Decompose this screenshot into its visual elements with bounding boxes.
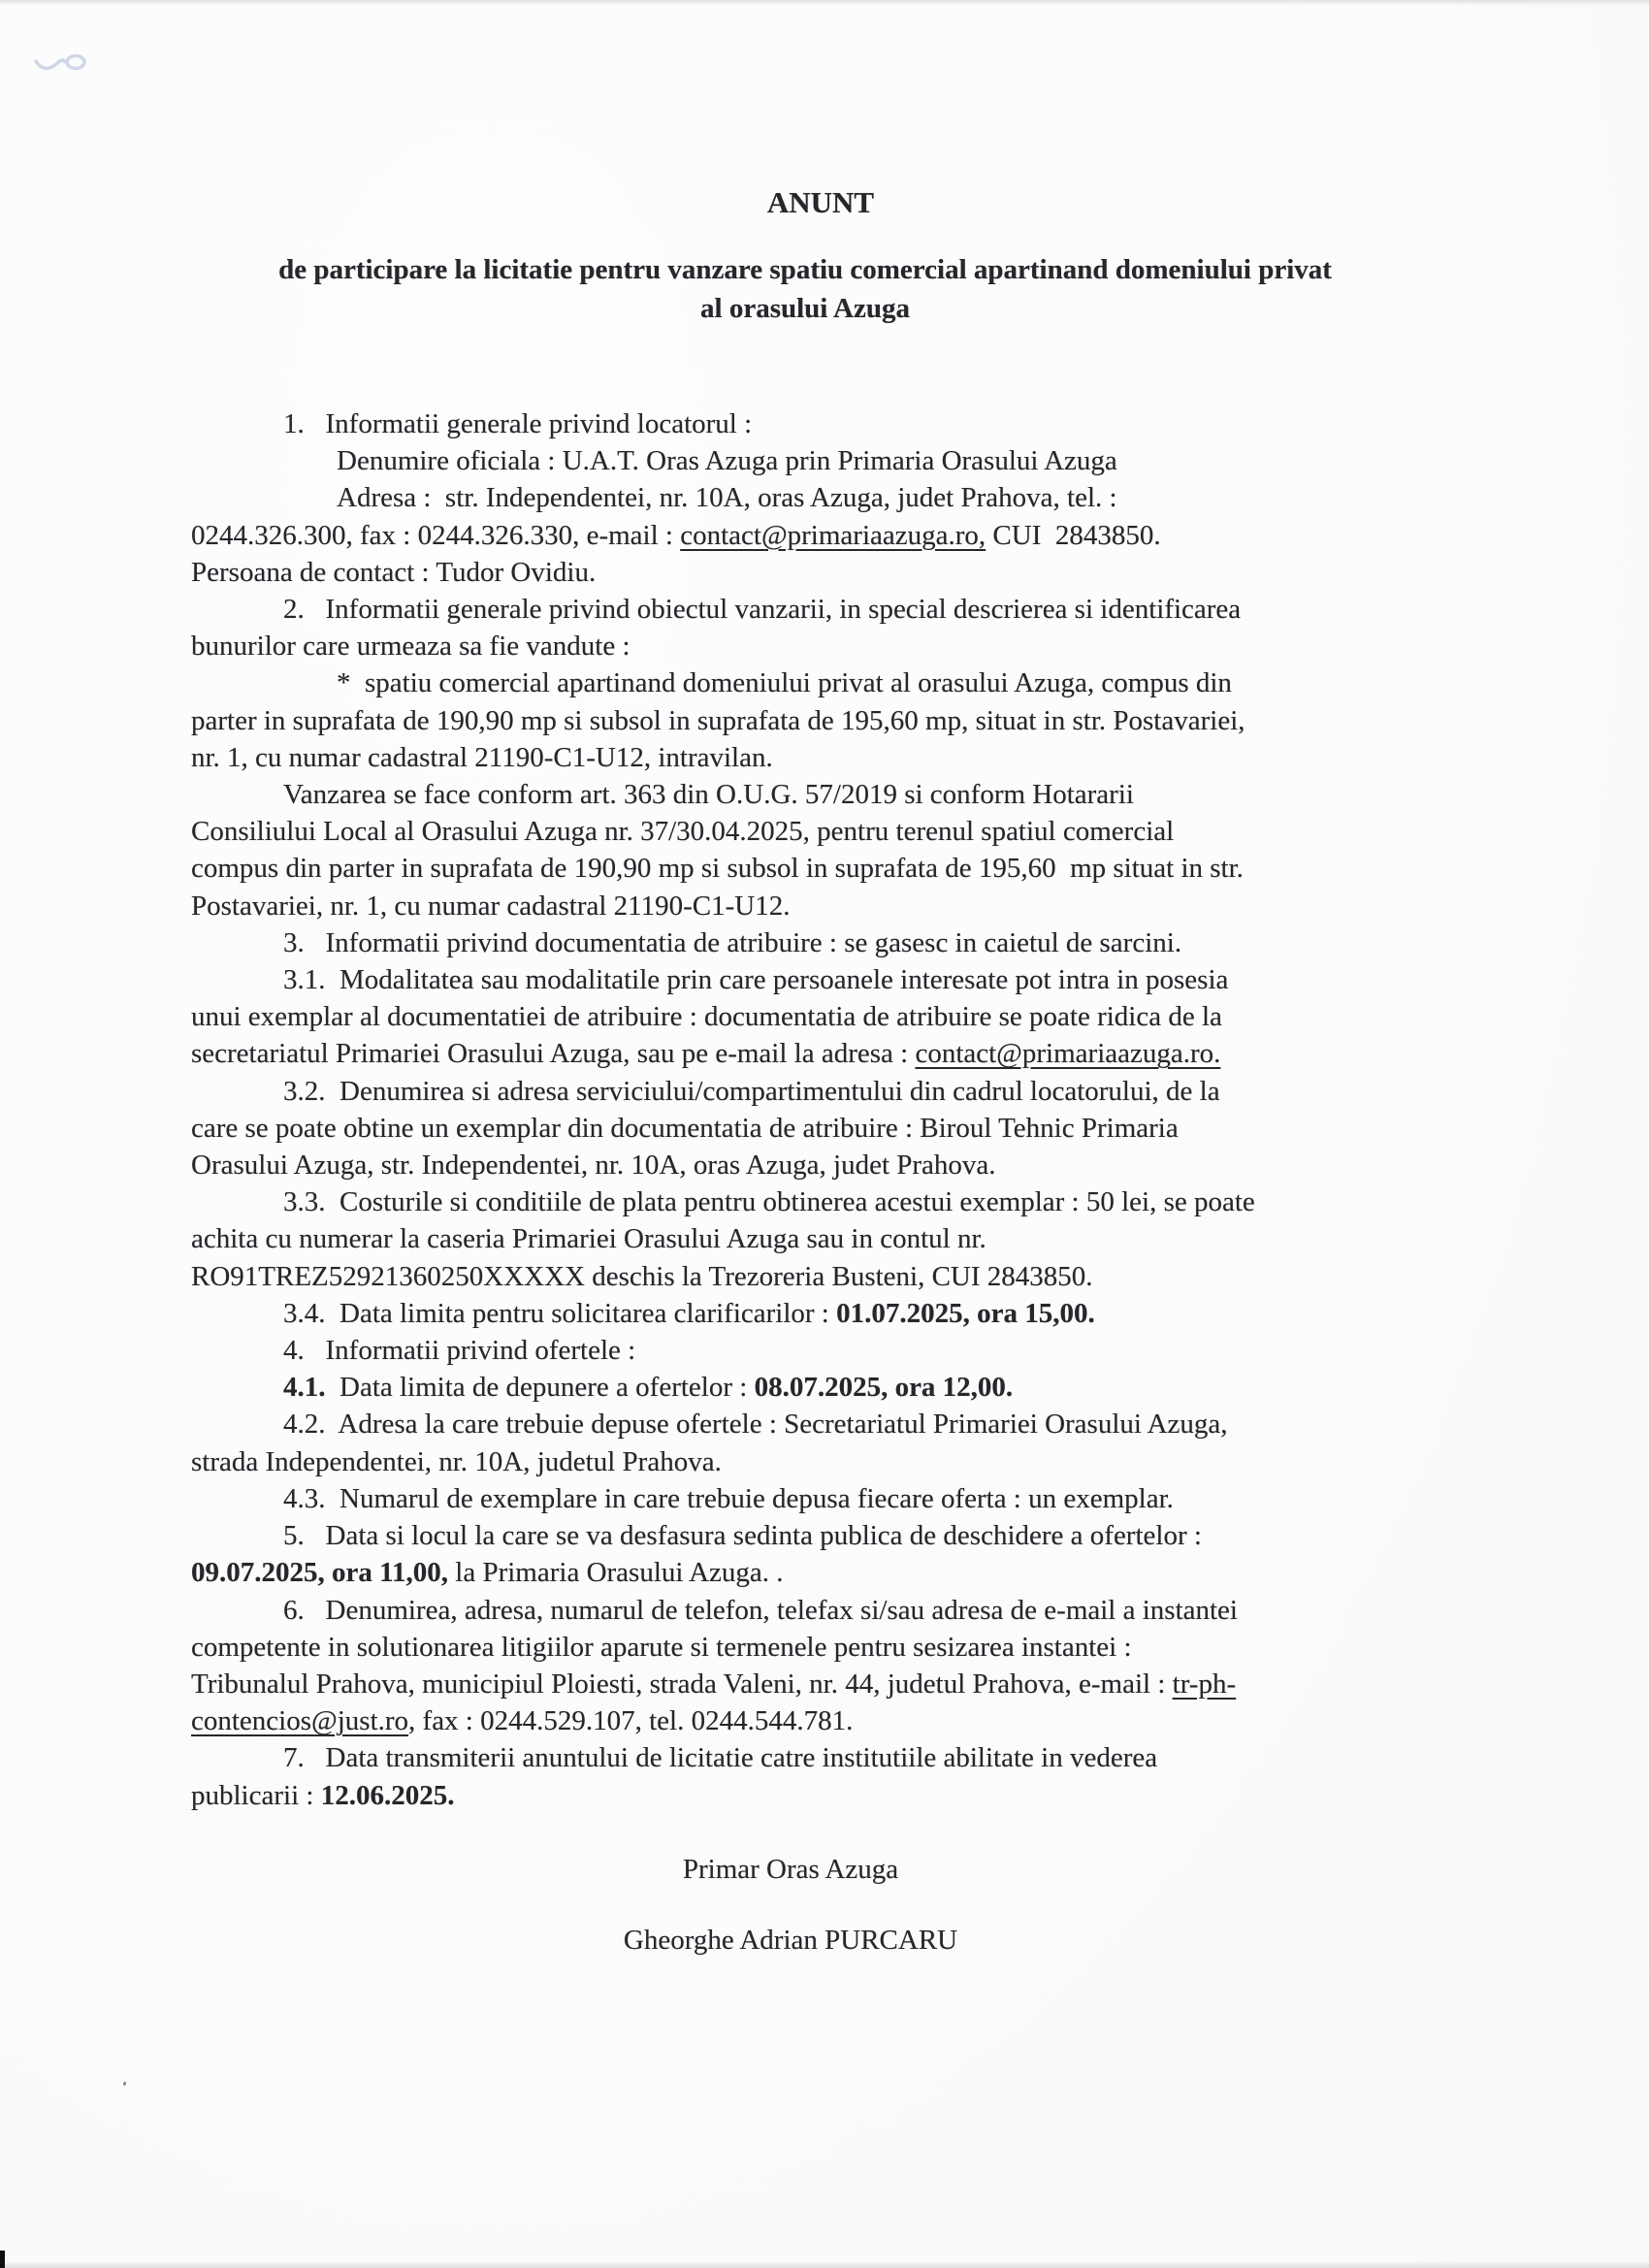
text-segment: care se poate obtine un exemplar din documentatia de atribuire : Biroul Tehnic Primaria bbox=[191, 1112, 1179, 1144]
email-link-text: tr-ph- bbox=[1172, 1668, 1237, 1700]
document-line bbox=[191, 517, 1639, 554]
text-segment: Denumire oficiala : U.A.T. Oras Azuga prin Primaria Orasului Azuga bbox=[337, 445, 1117, 477]
text-segment: secretariatul Primariei Orasului Azuga, sau pe e-mail la adresa : bbox=[191, 1038, 916, 1070]
text-segment: Postavariei, nr. 1, cu numar cadastral 21190-C1-U12. bbox=[191, 890, 791, 922]
document-line bbox=[191, 1777, 1639, 1814]
text-segment: Adresa : str. Independentei, nr. 10A, oras Azuga, judet Prahova, tel. : bbox=[337, 482, 1117, 514]
document-line bbox=[191, 1480, 1639, 1517]
text-segment: Orasului Azuga, str. Independentei, nr. 10A, oras Azuga, judet Prahova. bbox=[191, 1150, 996, 1182]
text-segment: 2. Informatii generale privind obiectul vanzarii, in special descrierea si identificarea bbox=[283, 594, 1242, 626]
document-body bbox=[191, 405, 1639, 1814]
text-segment: * spatiu comercial apartinand domeniului privat al orasului Azuga, compus din bbox=[337, 667, 1232, 699]
text-segment: 12.06.2025. bbox=[320, 1779, 455, 1811]
document-line bbox=[191, 1702, 1639, 1739]
document-line bbox=[191, 1629, 1639, 1666]
document-line bbox=[191, 1369, 1639, 1406]
document-line bbox=[191, 1443, 1639, 1480]
document-line bbox=[191, 1073, 1639, 1110]
document-line bbox=[191, 813, 1639, 850]
text-segment: bunurilor care urmeaza sa fie vandute : bbox=[191, 631, 630, 663]
document-line bbox=[191, 405, 1639, 442]
document-line bbox=[191, 1295, 1639, 1332]
text-segment: competente in solutionarea litigiilor aparute si termenele pentru sesizarea instantei : bbox=[191, 1631, 1132, 1663]
text-segment: , fax : 0244.529.107, tel. 0244.544.781. bbox=[408, 1705, 854, 1737]
document-line bbox=[191, 961, 1639, 998]
text-segment: RO91TREZ52921360250XXXXX deschis la Trezoreria Busteni, CUI 2843850. bbox=[191, 1260, 1093, 1292]
document-line bbox=[191, 850, 1639, 887]
document-line bbox=[191, 1332, 1639, 1369]
text-segment: strada Independentei, nr. 10A, judetul Prahova. bbox=[191, 1445, 722, 1477]
document-line bbox=[191, 739, 1639, 776]
text-segment: 5. Data si locul la care se va desfasura sedinta publica de deschidere a ofertelor : bbox=[283, 1520, 1202, 1552]
email-link-text: contact@primariaazuga.ro. bbox=[915, 1038, 1221, 1070]
text-segment: 4. Informatii privind ofertele : bbox=[283, 1335, 636, 1367]
document-line bbox=[191, 702, 1639, 739]
document-line bbox=[191, 776, 1639, 813]
document-line bbox=[191, 888, 1639, 924]
text-segment: 09.07.2025, ora 11,00, bbox=[191, 1557, 449, 1589]
text-segment: unui exemplar al documentatiei de atribuire : documentatia de atribuire se poate ridica de la bbox=[191, 1001, 1222, 1033]
text-segment: 7. Data transmiterii anuntului de licitatie catre institutiile abilitate in vederea bbox=[283, 1742, 1158, 1774]
text-segment: achita cu numerar la caseria Primariei Orasului Azuga sau in contul nr. bbox=[191, 1223, 986, 1255]
document-line bbox=[191, 1554, 1639, 1591]
document-subtitle-line-2: al orasului Azuga bbox=[700, 293, 910, 324]
document-line bbox=[191, 479, 1639, 516]
scan-pen-mark bbox=[33, 49, 89, 76]
text-segment: 4.2. Adresa la care trebuie depuse ofertele : Secretariatul Primariei Orasului Azuga, bbox=[283, 1409, 1228, 1441]
document-subtitle-line-1: de participare la licitatie pentru vanzare spatiu comercial apartinand domeniului privat bbox=[278, 254, 1332, 285]
text-segment: 6. Denumirea, adresa, numarul de telefon, telefax si/sau adresa de e-mail a instantei bbox=[283, 1594, 1238, 1626]
text-segment: CUI 2843850. bbox=[986, 519, 1161, 551]
text-segment: Consiliului Local al Orasului Azuga nr. 37/30.04.2025, pentru terenul spatiul comercial bbox=[191, 816, 1175, 848]
document-line bbox=[191, 1035, 1639, 1072]
scan-corner-mark bbox=[0, 2251, 5, 2268]
document-line bbox=[191, 1666, 1639, 1702]
text-segment: 08.07.2025, ora 12,00. bbox=[754, 1372, 1014, 1404]
text-segment: parter in suprafata de 190,90 mp si subsol in suprafata de 195,60 mp, situat in str. Postavariei, bbox=[191, 704, 1245, 736]
document-line bbox=[191, 442, 1639, 479]
text-segment: nr. 1, cu numar cadastral 21190-C1-U12, intravilan. bbox=[191, 741, 773, 773]
text-segment: Persoana de contact : Tudor Ovidiu. bbox=[191, 556, 597, 588]
text-segment: 3.3. Costurile si conditiile de plata pentru obtinerea acestui exemplar : 50 lei, se poate bbox=[283, 1186, 1255, 1218]
email-link-text: contencios@just.ro bbox=[191, 1705, 409, 1737]
document-line bbox=[191, 1110, 1639, 1147]
document-line bbox=[191, 1258, 1639, 1295]
document-subtitle bbox=[0, 250, 1610, 328]
text-segment: 1. Informatii generale privind locatorul : bbox=[283, 408, 753, 439]
document-line bbox=[191, 664, 1639, 701]
signature-role: Primar Oras Azuga bbox=[682, 1854, 899, 1885]
document-line bbox=[191, 628, 1639, 664]
scan-speck bbox=[123, 2082, 126, 2086]
document-line bbox=[191, 1147, 1639, 1183]
text-segment: 3.1. Modalitatea sau modalitatile prin care persoanele interesate pot intra in posesia bbox=[283, 964, 1229, 996]
document-line bbox=[191, 998, 1639, 1035]
text-segment: publicarii : bbox=[191, 1779, 321, 1811]
document-line bbox=[191, 554, 1639, 591]
text-segment: 3.2. Denumirea si adresa serviciului/compartimentului din cadrul locatorului, de la bbox=[283, 1075, 1220, 1107]
text-segment: Tribunalul Prahova, municipiul Ploiesti, strada Valeni, nr. 44, judetul Prahova, e-mail : bbox=[191, 1668, 1173, 1700]
document-line bbox=[191, 924, 1639, 961]
document-title: ANUNT bbox=[766, 185, 875, 219]
text-segment: la Primaria Orasului Azuga. . bbox=[448, 1557, 784, 1589]
document-line bbox=[191, 1183, 1639, 1220]
document-line bbox=[191, 591, 1639, 628]
text-segment: 0244.326.300, fax : 0244.326.330, e-mail : bbox=[191, 519, 681, 551]
text-segment: 4.3. Numarul de exemplare in care trebuie depusa fiecare oferta : un exemplar. bbox=[283, 1482, 1174, 1514]
document-line bbox=[191, 1517, 1639, 1554]
document-line bbox=[191, 1220, 1639, 1257]
document-line bbox=[191, 1592, 1639, 1629]
signature-name: Gheorghe Adrian PURCARU bbox=[623, 1925, 958, 1956]
text-segment: Data limita de depunere a ofertelor : bbox=[325, 1372, 755, 1404]
text-segment: 3. Informatii privind documentatia de atribuire : se gasesc in caietul de sarcini. bbox=[283, 926, 1182, 958]
text-segment: Vanzarea se face conform art. 363 din O.U.G. 57/2019 si conform Hotararii bbox=[283, 779, 1134, 811]
text-segment: 4.1. bbox=[283, 1372, 326, 1404]
document-line bbox=[191, 1406, 1639, 1442]
email-link-text: contact@primariaazuga.ro, bbox=[680, 519, 986, 551]
text-segment: compus din parter in suprafata de 190,90 mp si subsol in suprafata de 195,60 mp situat in str. bbox=[191, 853, 1244, 885]
document-line bbox=[191, 1739, 1639, 1776]
text-segment: 3.4. Data limita pentru solicitarea clarificarilor : bbox=[283, 1297, 837, 1329]
text-segment: 01.07.2025, ora 15,00. bbox=[836, 1297, 1095, 1329]
